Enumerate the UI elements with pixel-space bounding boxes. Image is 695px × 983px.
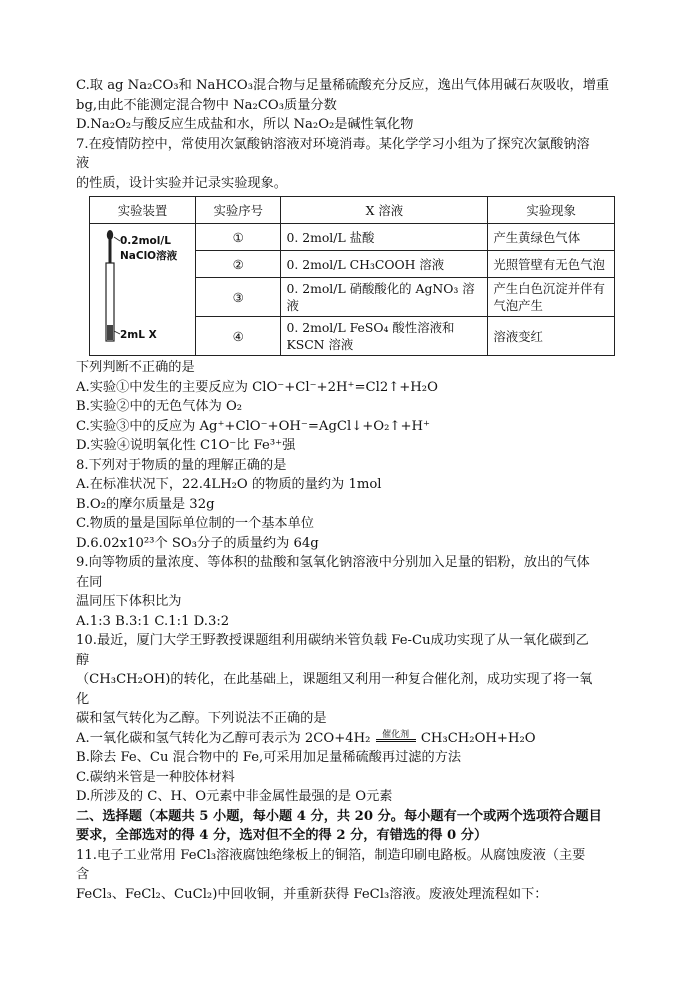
header-apparatus: 实验装置 bbox=[90, 197, 196, 224]
row4-number: ④ bbox=[196, 317, 281, 356]
apparatus-label-naclo: NaClO溶液 bbox=[120, 250, 178, 262]
q7-stem-line1: 7.在疫情防控中，常使用次氯酸钠溶液对环境消毒。某化学学习小组为了探究次氯酸钠溶 bbox=[76, 136, 590, 152]
equals-sign bbox=[376, 739, 416, 742]
q7-option-b: B.实验②中的无色气体为 O₂ bbox=[76, 399, 243, 414]
q7-stem-line2: 液 bbox=[76, 156, 90, 171]
q11-stem-line1: 11.电子工业常用 FeCl₃溶液腐蚀绝缘板上的铜箔，制造印刷电路板。从腐蚀废液（主要 bbox=[76, 847, 586, 863]
q10-option-c: C.碳纳米管是一种胶体材料 bbox=[76, 769, 235, 785]
q10-option-d: D.所涉及的 C、H、O元素中非金属性最强的是 O元素 bbox=[76, 789, 393, 804]
section2-title-line2: 要求，全部选对的得 4 分，选对但不全的得 2 分，有错选的得 0 分） bbox=[76, 828, 488, 843]
q10-option-a-products: CH₃CH₂OH+H₂O bbox=[420, 730, 536, 746]
row1-number: ① bbox=[196, 224, 281, 251]
q8-option-d: D.6.02x10²³个 SO₃分子的质量约为 64g bbox=[76, 535, 319, 551]
row3-x: 0. 2mol/L 硝酸酸化的 AgNO₃ 溶液 bbox=[281, 278, 488, 317]
q10-option-a bbox=[76, 729, 621, 749]
q10-stem-line2: 醇 bbox=[76, 652, 90, 668]
q10-stem-line5: 碳和氢气转化为乙醇。下列说法不正确的是 bbox=[76, 711, 327, 726]
q10-option-b: B.除去 Fe、Cu 混合物中的 Fe,可采用加足量稀硫酸再过滤的方法 bbox=[76, 750, 462, 765]
row4-observation: 溶液变红 bbox=[488, 317, 615, 356]
row2-number: ② bbox=[196, 251, 281, 278]
row1-x: 0. 2mol/L 盐酸 bbox=[281, 224, 488, 251]
q10-stem-line1: 10.最近，厦门大学王野教授课题组利用碳纳米管负载 Fe-Cu成功实现了从一氧化碳到乙 bbox=[76, 633, 589, 648]
dropper-bulb bbox=[107, 230, 113, 240]
row1-observation: 产生黄绿色气体 bbox=[488, 224, 615, 251]
q9-stem-line3: 温同压下体积比为 bbox=[76, 594, 182, 609]
test-tube-dropper-diagram bbox=[90, 225, 192, 350]
row3-number: ③ bbox=[196, 278, 281, 317]
apparatus-label-concentration: 0.2mol/L bbox=[120, 235, 171, 247]
apparatus-cell bbox=[90, 224, 196, 356]
experiment-table bbox=[89, 196, 615, 356]
q10-option-a-reactants: A.一氧化碳和氢气转化为乙醇可表示为 2CO+4H₂ bbox=[76, 730, 371, 746]
row2-observation: 光照管壁有无色气泡 bbox=[488, 251, 615, 278]
q7-question: 下列判断不正确的是 bbox=[76, 360, 195, 375]
q9-stem-line1: 9.向等物质的量浓度、等体积的盐酸和氢氧化钠溶液中分别加入足量的铝粉，放出的气体 bbox=[76, 555, 590, 570]
q9-stem-line2: 在同 bbox=[76, 574, 103, 590]
q6-option-d: D.Na₂O₂与酸反应生成盐和水，所以 Na₂O₂是碱性氧化物 bbox=[76, 117, 414, 132]
table-header-row bbox=[90, 197, 615, 224]
q7-option-c: C.实验③中的反应为 Ag⁺+ClO⁻+OH⁻=AgCl↓+O₂↑+H⁺ bbox=[76, 418, 430, 434]
q8-option-a: A.在标准状况下，22.4LH₂O 的物质的量约为 1mol bbox=[76, 477, 382, 492]
q7-option-d: D.实验④说明氧化性 C1O⁻比 Fe³⁺强 bbox=[76, 438, 296, 453]
row4-x: 0. 2mol/L FeSO₄ 酸性溶液和 KSCN 溶液 bbox=[281, 317, 488, 356]
apparatus-label-x: 2mL X bbox=[120, 329, 157, 341]
q8-option-c: C.物质的量是国际单位制的一个基本单位 bbox=[76, 516, 314, 531]
q8-option-b: B.O₂的摩尔质量是 32g bbox=[76, 496, 215, 512]
q11-stem-line3: FeCl₃、FeCl₂、CuCl₂)中回收铜，并重新获得 FeCl₃溶液。废液处理流程如下： bbox=[76, 886, 548, 902]
table-row bbox=[90, 224, 615, 251]
header-observation: 实验现象 bbox=[488, 197, 615, 224]
q6-option-c-line1: C.取 ag Na₂CO₃和 NaHCO₃混合物与足量稀硫酸充分反应，逸出气体用碱石灰吸收，增重 bbox=[76, 78, 610, 93]
document-page bbox=[76, 76, 621, 904]
q7-stem-line3: 的性质，设计实验并记录实验现象。 bbox=[76, 175, 287, 191]
catalyst-label: 催化剂 bbox=[382, 730, 410, 740]
q10-stem-line4: 化 bbox=[76, 691, 90, 707]
row3-observation: 产生白色沉淀并伴有气泡产生 bbox=[488, 278, 615, 317]
liquid-x bbox=[107, 325, 113, 340]
header-x-solution: X 溶液 bbox=[281, 197, 488, 224]
section2-title-line1: 二、选择题（本题共 5 小题，每小题 4 分，共 20 分。每小题有一个或两个选项符合题目 bbox=[76, 808, 602, 824]
q10-stem-line3: （CH₃CH₂OH)的转化，在此基础上，课题组又利用一种复合催化剂，成功实现了将一氧 bbox=[76, 672, 593, 687]
q6-option-c-line2: bg,由此不能测定混合物中 Na₂CO₃质量分数 bbox=[76, 97, 337, 113]
q8-stem: 8.下列对于物质的量的理解正确的是 bbox=[76, 457, 287, 473]
header-number: 实验序号 bbox=[196, 197, 281, 224]
q7-option-a: A.实验①中发生的主要反应为 ClO⁻+Cl⁻+2H⁺=Cl2↑+H₂O bbox=[76, 379, 438, 395]
q9-options: A.1:3 B.3:1 C.1:1 D.3:2 bbox=[76, 613, 230, 629]
row2-x: 0. 2mol/L CH₃COOH 溶液 bbox=[281, 251, 488, 278]
q11-stem-line2: 含 bbox=[76, 867, 90, 882]
catalyst-arrow bbox=[375, 731, 417, 745]
